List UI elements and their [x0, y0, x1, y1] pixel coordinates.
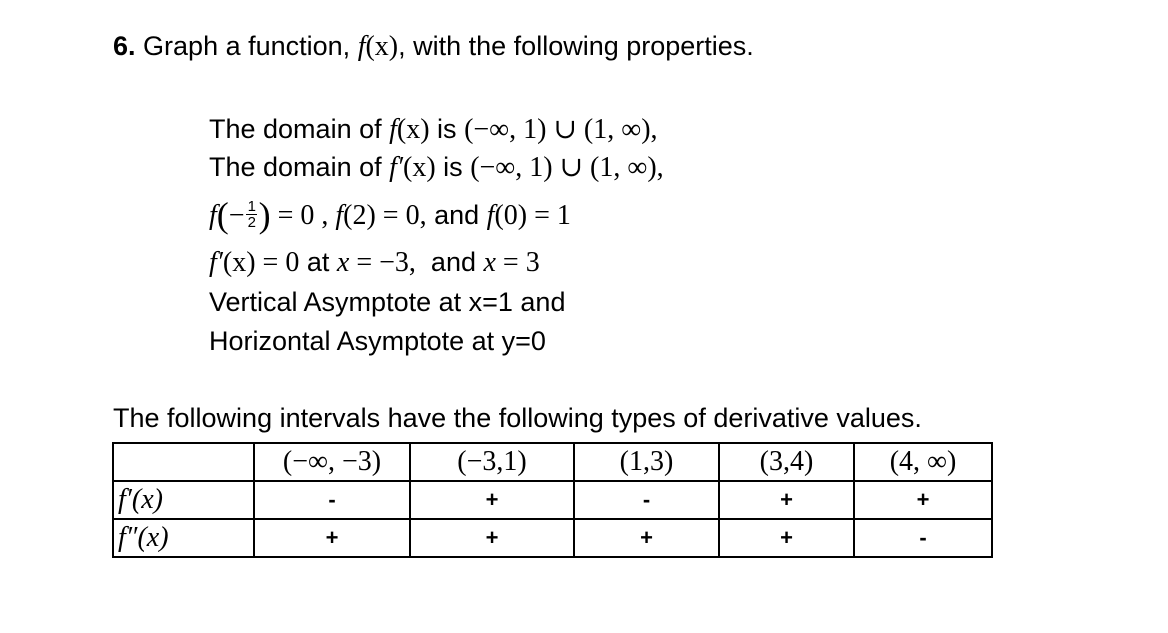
domain-fp-value: (−∞, 1) ∪ (1, ∞) [470, 152, 657, 183]
problem-number: 6. [113, 31, 136, 61]
property-values [209, 194, 571, 236]
values-eq1: = 0 , [270, 200, 336, 231]
derivative-sign-table [112, 442, 993, 558]
minus-sign: − [228, 200, 245, 231]
sign-cell: - [854, 519, 992, 557]
fraction-denominator: 2 [247, 214, 256, 231]
sign-cell: + [410, 481, 574, 519]
table-row-first-derivative [113, 481, 992, 519]
sign-cell: + [574, 519, 719, 557]
crit-v1: = −3, [349, 247, 416, 278]
crit-x1: x [336, 247, 350, 278]
problem-title [113, 31, 754, 63]
crit-at: at [299, 247, 337, 277]
domain-f-end: , [650, 114, 658, 145]
title-text: Graph a function, [143, 31, 358, 61]
column-header: (1,3) [574, 443, 719, 481]
crit-v2: = 3 [495, 247, 540, 278]
open-paren: ( [216, 195, 229, 235]
column-header: (4, ∞) [854, 443, 992, 481]
sign-cell: - [254, 481, 410, 519]
property-horizontal-asymptote: Horizontal Asymptote at y=0 [209, 326, 546, 356]
crit-x2: x [483, 247, 496, 278]
domain-f-func: f [389, 114, 397, 145]
domain-f-is: is [429, 114, 465, 144]
domain-fp-func: f′ [389, 152, 404, 183]
property-domain-fprime [209, 150, 664, 184]
row-label: f′(x) [113, 481, 254, 519]
title-var: (x) [365, 31, 399, 62]
sign-cell: + [719, 519, 854, 557]
property-domain-f [209, 112, 658, 146]
intervals-heading: The following intervals have the following types of derivative values. [113, 403, 922, 433]
values-and: and [426, 200, 487, 230]
crit-func: f′ [209, 247, 223, 278]
sign-cell: + [854, 481, 992, 519]
close-paren: ) [258, 195, 271, 235]
property-critical-points [209, 247, 540, 279]
sign-cell: + [719, 481, 854, 519]
title-rest: , with the following properties. [398, 31, 754, 61]
crit-eq: (x) = 0 [222, 247, 300, 278]
values-f1: f [209, 200, 217, 231]
domain-fp-label: The domain of [209, 152, 390, 182]
row-label: f″(x) [113, 519, 254, 557]
domain-fp-is: is [435, 152, 471, 182]
title-func: f [357, 31, 366, 62]
property-vertical-asymptote: Vertical Asymptote at x=1 and [209, 287, 566, 317]
sign-cell: - [574, 481, 719, 519]
values-arg3: (0) = 1 [494, 200, 571, 231]
domain-f-value: (−∞, 1) ∪ (1, ∞) [464, 114, 651, 145]
domain-f-var: (x) [396, 114, 430, 145]
table-header-row [113, 443, 992, 481]
values-arg2: (2) = 0, [343, 200, 427, 231]
fraction-half [245, 200, 259, 230]
column-header: (−3,1) [410, 443, 574, 481]
column-header: (−∞, −3) [254, 443, 410, 481]
table-row-second-derivative [113, 519, 992, 557]
sign-cell: + [410, 519, 574, 557]
table-corner-cell [113, 443, 254, 481]
domain-fp-end: , [656, 152, 664, 183]
domain-f-label: The domain of [209, 114, 390, 144]
values-f3: f [486, 200, 495, 231]
sign-cell: + [254, 519, 410, 557]
crit-and: and [415, 247, 484, 277]
column-header: (3,4) [719, 443, 854, 481]
fraction-numerator: 1 [247, 198, 256, 215]
values-f2: f [335, 200, 344, 231]
domain-fp-var: (x) [403, 152, 436, 183]
